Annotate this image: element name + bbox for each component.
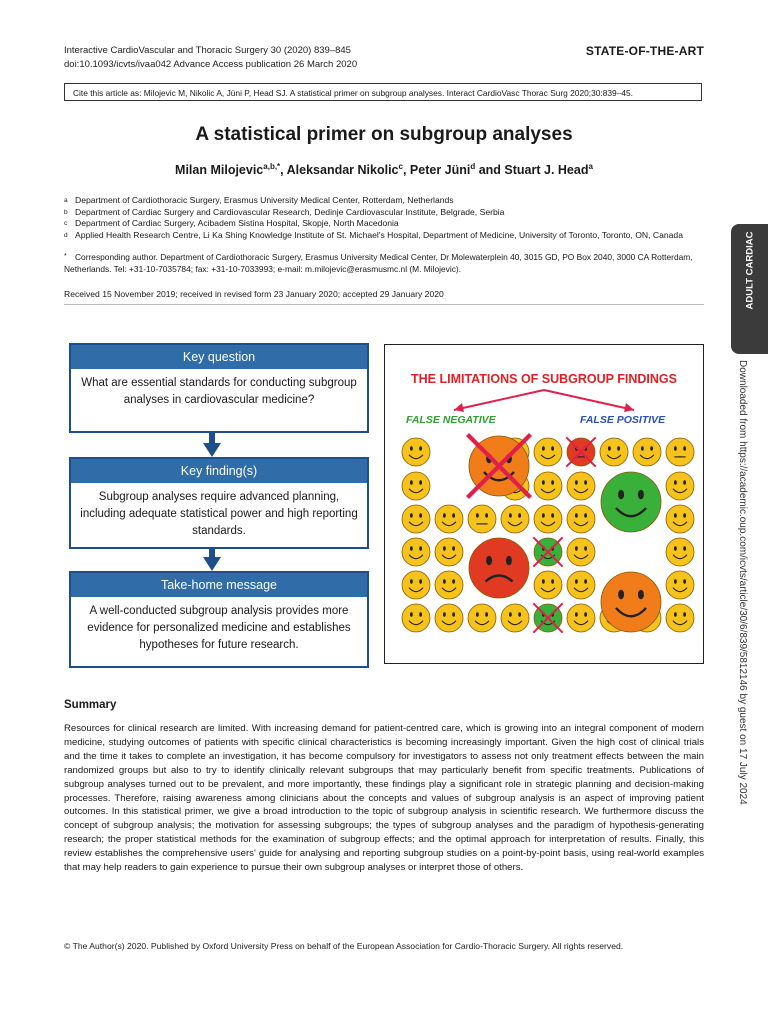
received-dates: Received 15 November 2019; received in revised form 23 January 2020; accepted 29 January 2020 [64, 289, 444, 299]
smiley-face [601, 472, 661, 532]
smiley-face [533, 603, 562, 632]
smiley-face [567, 505, 595, 533]
key-question-box [69, 343, 369, 433]
key-findings-heading: Key finding(s) [71, 459, 367, 483]
author-separator: , [402, 163, 410, 178]
smiley-face [435, 505, 463, 533]
smiley-face [666, 571, 694, 599]
smiley-grid-illustration [384, 344, 704, 664]
faces-group [402, 435, 694, 633]
smiley-face [567, 604, 595, 632]
cite-box: Cite this article as: Milojevic M, Nikolic A, Jüni P, Head SJ. A statistical primer on subgroup analyses. Interact CardioVasc Thorac Surg 2020;30:839–45. [64, 83, 702, 101]
affiliation-mark: a [64, 197, 68, 204]
take-home-heading: Take-home message [71, 573, 367, 597]
smiley-face [501, 505, 529, 533]
affiliation-text: Department of Cardiac Surgery, Acibadem Sistina Hospital, Skopje, North Macedonia [75, 218, 399, 228]
summary-heading: Summary [64, 699, 117, 711]
affiliation-text: Department of Cardiothoracic Surgery, Erasmus University Medical Center, Rotterdam, Netherlands [75, 195, 454, 205]
smiley-face [468, 435, 531, 498]
journal-citation-line: Interactive CardioVascular and Thoracic Surgery 30 (2020) 839–845 [64, 45, 351, 56]
smiley-face [633, 438, 661, 466]
affiliation-text: Department of Cardiac Surgery and Cardiovascular Research, Dedinje Cardiovascular Institute, Belgrade, Serbia [75, 206, 505, 217]
download-watermark: Downloaded from https://academic.oup.com/icvts/article/30/6/839/5812146 by guest on 17 July 2024 [737, 360, 748, 805]
smiley-face [567, 538, 595, 566]
smiley-face [469, 538, 529, 598]
smiley-face [666, 505, 694, 533]
smiley-face [566, 437, 595, 466]
smiley-face [567, 571, 595, 599]
divider [64, 304, 704, 305]
affiliation [64, 207, 704, 219]
smiley-face [666, 604, 694, 632]
flow-arrow [203, 443, 221, 457]
author-sup: a [588, 162, 593, 171]
smiley-face [468, 604, 496, 632]
corresponding-mark: * [64, 253, 67, 260]
smiley-face [435, 604, 463, 632]
smiley-face [666, 538, 694, 566]
smiley-face [534, 472, 562, 500]
affiliation [64, 218, 704, 230]
smiley-face [468, 505, 496, 533]
smiley-face [435, 538, 463, 566]
affiliation [64, 195, 704, 207]
false-positive-label: FALSE POSITIVE [580, 414, 666, 426]
doi-line: doi:10.1093/icvts/ivaa042 Advance Access publication 26 March 2020 [64, 59, 358, 70]
smiley-face [601, 572, 661, 632]
author-name[interactable]: Peter Jüni [409, 163, 471, 178]
smiley-face [402, 604, 430, 632]
flow-arrow [203, 557, 221, 571]
side-tab-label: ADULT CARDIAC [744, 231, 756, 310]
affiliation [64, 230, 704, 242]
corresponding-author [64, 251, 704, 275]
take-home-text: A well-conducted subgroup analysis provides more evidence for personalized medicine and establishes hypotheses for future research. [71, 597, 367, 666]
corresponding-text: Corresponding author. Department of Cardiothoracic Surgery, Erasmus University Medical Center, Dr Molewaterplein 40, 3015 GD, PO Box 2040, 3000 CA Rotterdam, Netherlands. Tel: +31-10-7035784; fax: +31-10-7033993; e-mail: m.milojevic@erasmusmc.nl (M. Milojevic). [64, 252, 693, 274]
author-name[interactable]: Aleksandar Nikolic [286, 163, 399, 178]
author-list [0, 162, 768, 177]
smiley-face [402, 538, 430, 566]
author-name[interactable]: Stuart J. Head [504, 163, 589, 178]
affiliation-mark: d [64, 231, 68, 239]
summary-text: Resources for clinical research are limited. With increasing demand for patient-centred care, which is growing into an integral component of modern medicine, studying outcomes of patients with specific clinical characteristics is becoming increasingly important. Given the high cost of clinical trials and the time it takes to complete an investigation, it has become compulsory for investigators to assess not only treatment effects between the main randomized groups but also to try to identify clinically relevant subgroups that may particularly benefit from specific treatments. Publications of subgroup analyses turned out to be prevalent, and more importantly, these findings play a significant role in strategic planning and decision-making processes. Therefore, raising awareness among clinicians about the concepts and values of subgroup analysis is an aspect of improving patient outcomes. In this statistical primer, we give a broad introduction to the topic of subgroup analysis in scientific research. We furthermore discuss the concept of subgroup analysis; the motivation for assessing subgroups; the types of subgroup analyses and the paradigm of hypothesis-generating research; the proper statistical methods for the examination of subgroup effects; and the optimal approach for interpretation of results. Finally, this review establishes the comprehensive users' guide for analysing and reporting subgroup studies on a point-by-point basis, using real-world examples that may help readers to gain experience to pursue their own subgroup analyses or interpret those of others. [64, 723, 704, 874]
section-tag: STATE-OF-THE-ART [585, 44, 704, 58]
smiley-face [567, 472, 595, 500]
affiliation-text: Applied Health Research Centre, Li Ka Shing Knowledge Institute of St. Michael's Hospital, Department of Medicine, University of Toronto, Toronto, ON, Canada [75, 229, 683, 240]
false-negative-label: FALSE NEGATIVE [406, 414, 496, 426]
key-question-text: What are essential standards for conducting subgroup analyses in cardiovascular medicine? [71, 369, 367, 431]
copyright-line: © The Author(s) 2020. Published by Oxford University Press on behalf of the European Association for Cardio-Thoracic Surgery. All rights reserved. [64, 941, 624, 951]
key-findings-text: Subgroup analyses require advanced planning, including adequate statistical power and high reporting standards. [71, 483, 367, 547]
smiley-face [402, 505, 430, 533]
smiley-face [533, 537, 562, 566]
smiley-face [534, 505, 562, 533]
author-separator: , [280, 163, 287, 178]
smiley-face [402, 472, 430, 500]
limitations-title: THE LIMITATIONS OF SUBGROUP FINDINGS [411, 372, 677, 386]
article-title: A statistical primer on subgroup analyses [195, 124, 573, 145]
pointer-arrows [454, 390, 634, 412]
author-sup: c [398, 162, 403, 171]
author-separator: and [475, 163, 505, 178]
smiley-face [666, 472, 694, 500]
affiliation-mark: b [64, 208, 68, 216]
smiley-face [501, 604, 529, 632]
author-sup: a,b,* [263, 162, 281, 171]
take-home-box [69, 571, 369, 668]
affiliation-mark: c [64, 220, 68, 227]
key-question-heading: Key question [71, 345, 367, 369]
smiley-face [435, 571, 463, 599]
author-name[interactable]: Milan Milojevic [175, 163, 264, 178]
key-findings-box [69, 457, 369, 549]
smiley-face [534, 571, 562, 599]
smiley-face [402, 571, 430, 599]
smiley-face [600, 438, 628, 466]
smiley-face [402, 438, 430, 466]
author-sup: d [470, 162, 476, 171]
smiley-face [534, 438, 562, 466]
smiley-face [666, 438, 694, 466]
